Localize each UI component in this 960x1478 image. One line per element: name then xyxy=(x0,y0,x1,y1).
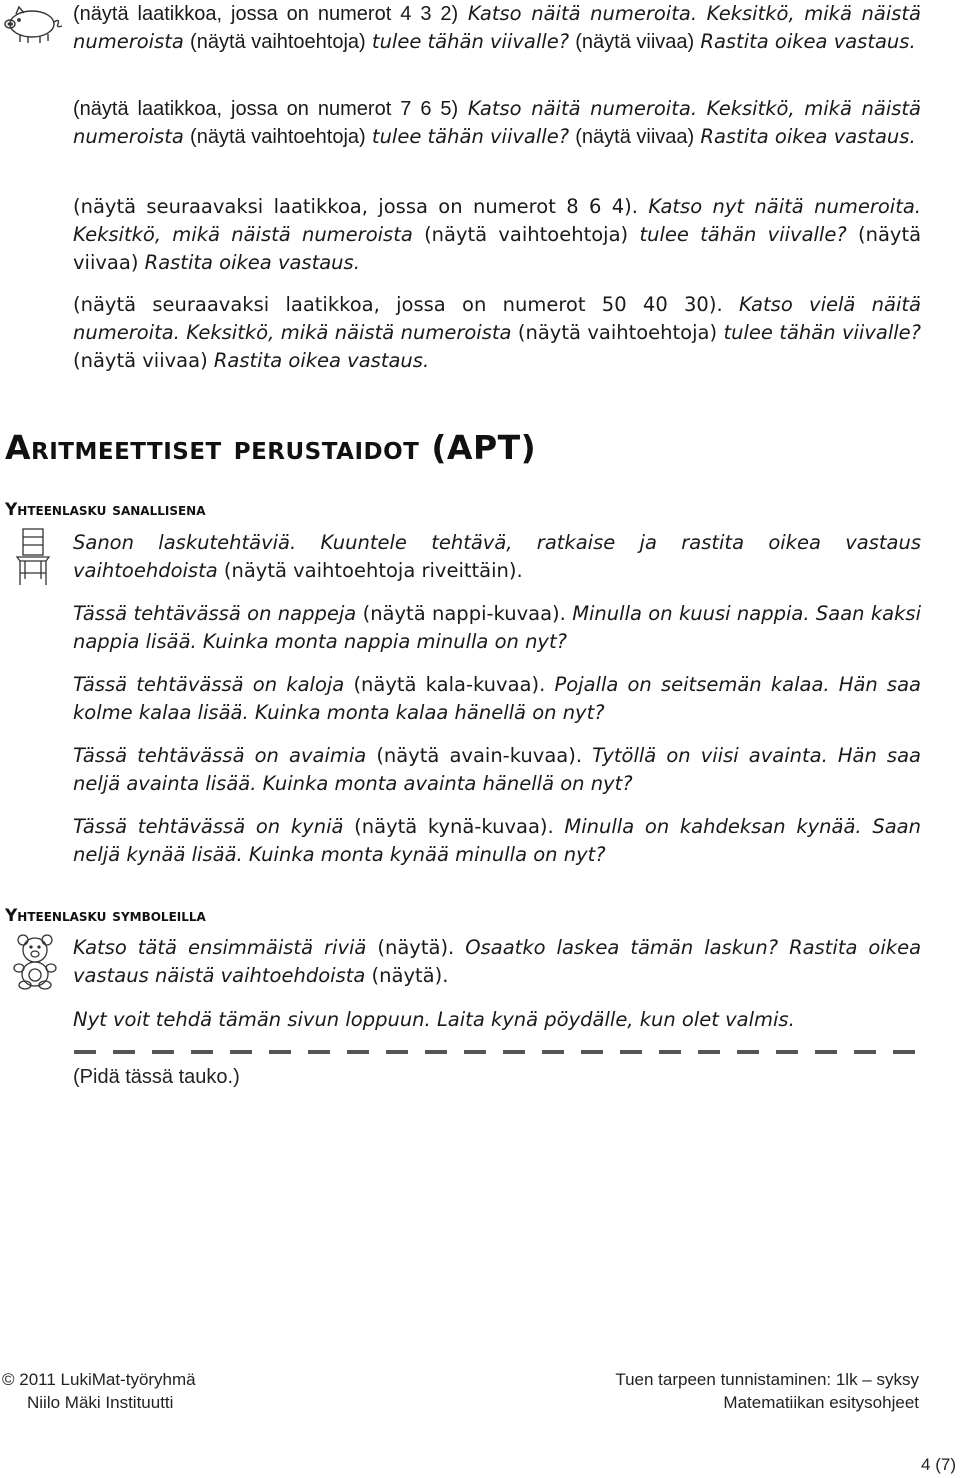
symbol-task-intro: Katso tätä ensimmäistä riviä (näytä). Osaatko laskea tämän laskun? Rastita oikea vastaus näistä vaihtoehdoista (näytä). xyxy=(73,936,922,987)
word-problem-keys: Tässä tehtävässä on avaimia (näytä avain-kuvaa). Tytöllä on viisi avainta. Hän saa neljä avainta lisää. Kuinka monta avainta hänellä on nyt? xyxy=(73,744,921,795)
dashed-divider xyxy=(74,1048,920,1056)
footer-copyright: © 2011 LukiMat-työryhmä xyxy=(2,1370,196,1389)
instruction-paragraph-3: (näytä seuraavaksi laatikkoa, jossa on numerot 8 6 4). Katso nyt näitä numeroita. Keksitkö, mikä näistä numeroista (näytä vaihtoehtoja) tulee tähän viivalle? (näytä viivaa) Rastita oikea vastaus. xyxy=(73,195,922,274)
instruction-paragraph-2: (näytä laatikkoa, jossa on numerot 7 6 5) Katso näitä numeroita. Keksitkö, mikä näistä numeroista (näytä vaihtoehtoja) tulee tähän viivalle? (näytä viivaa) Rastita oikea vastaus. xyxy=(73,97,922,148)
instruction-paragraph-1: (näytä laatikkoa, jossa on numerot 4 3 2) Katso näitä numeroita. Keksitkö, mikä näistä numeroista (näytä vaihtoehtoja) tulee tähän viivalle? (näytä viivaa) Rastita oikea vastaus. xyxy=(73,2,922,53)
teddy-bear-icon xyxy=(10,932,60,990)
pause-note: (Pidä tässä tauko.) xyxy=(73,1066,240,1088)
subheading-symbols: Yhteenlasku symboleilla xyxy=(5,906,206,926)
footer-title: Tuen tarpeen tunnistaminen: 1lk – syksy xyxy=(615,1370,919,1389)
subheading-word-problems: Yhteenlasku sanallisena xyxy=(5,500,206,520)
section-heading: Aritmeettiset perustaidot (APT) xyxy=(5,428,537,467)
footer-institute: Niilo Mäki Instituutti xyxy=(27,1393,174,1412)
footer-subtitle: Matematiikan esitysohjeet xyxy=(723,1393,919,1412)
word-problem-buttons: Tässä tehtävässä on nappeja (näytä nappi-kuvaa). Minulla on kuusi nappia. Saan kaksi nappia lisää. Kuinka monta nappia minulla on nyt? xyxy=(73,602,921,653)
symbol-task-instruction: Nyt voit tehdä tämän sivun loppuun. Laita kynä pöydälle, kun olet valmis. xyxy=(73,1008,795,1031)
instruction-paragraph-4: (näytä seuraavaksi laatikkoa, jossa on numerot 50 40 30). Katso vielä näitä numeroita. Keksitkö, mikä näistä numeroista (näytä vaihtoehtoja) tulee tähän viivalle? (näytä viivaa) Rastita oikea vastaus. xyxy=(73,293,922,372)
word-problem-fish: Tässä tehtävässä on kaloja (näytä kala-kuvaa). Pojalla on seitsemän kalaa. Hän saa kolme kalaa lisää. Kuinka monta kalaa hänellä on nyt? xyxy=(73,673,921,724)
word-problem-pencils: Tässä tehtävässä on kyniä (näytä kynä-kuvaa). Minulla on kahdeksan kynää. Saan neljä kynää lisää. Kuinka monta kynää minulla on nyt? xyxy=(73,815,921,866)
chair-icon xyxy=(13,527,53,587)
word-problem-intro: Sanon laskutehtäviä. Kuuntele tehtävä, ratkaise ja rastita oikea vastaus vaihtoehdoista (näytä vaihtoehtoja riveittäin). xyxy=(73,531,921,582)
page-number: 4 (7) xyxy=(921,1455,956,1474)
pig-icon xyxy=(2,2,64,44)
